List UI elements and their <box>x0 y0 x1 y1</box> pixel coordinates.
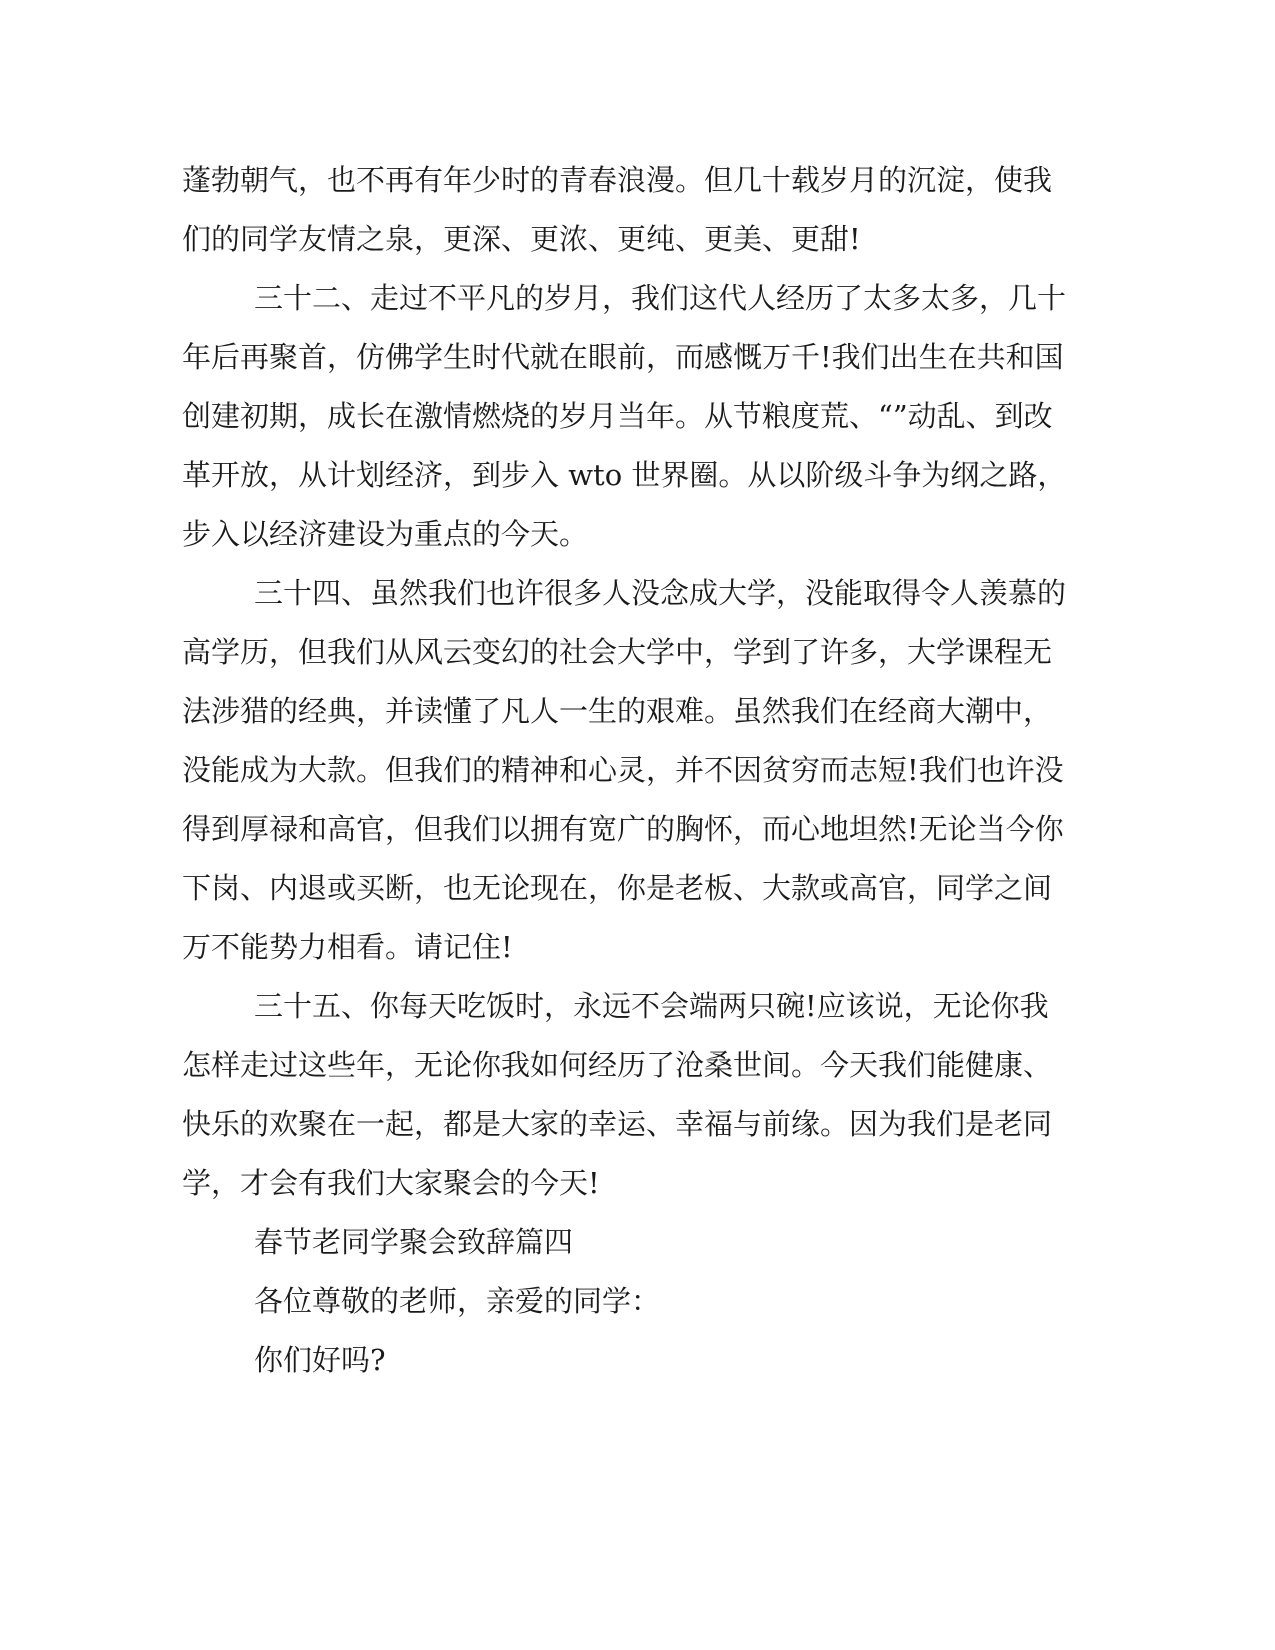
paragraph-line: 下岗、内退或买断，也无论现在，你是老板、大款或高官，同学之间 <box>182 871 1053 905</box>
paragraph-line: 步入以经济建设为重点的今天。 <box>182 517 589 551</box>
section-title: 春节老同学聚会致辞篇四 <box>254 1225 574 1259</box>
paragraph-line: 创建初期，成长在激情燃烧的岁月当年。从节粮度荒、“”动乱、到改 <box>182 399 1053 433</box>
paragraph-line: 怎样走过这些年，无论你我如何经历了沧桑世间。今天我们能健康、 <box>182 1048 1053 1082</box>
paragraph-line: 法涉猎的经典，并读懂了凡人一生的艰难。虽然我们在经商大潮中， <box>182 694 1053 728</box>
paragraph-line: 年后再聚首，仿佛学生时代就在眼前，而感慨万千!我们出生在共和国 <box>182 340 1064 374</box>
paragraph-line: 蓬勃朝气，也不再有年少时的青春浪漫。但几十载岁月的沉淀，使我 <box>182 163 1053 197</box>
paragraph-line: 三十五、你每天吃饭时，永远不会端两只碗!应该说，无论你我 <box>254 989 1049 1023</box>
paragraph-line: 三十二、走过不平凡的岁月，我们这代人经历了太多太多，几十 <box>254 281 1067 315</box>
paragraph-line: 学，才会有我们大家聚会的今天! <box>182 1166 600 1200</box>
salutation: 各位尊敬的老师，亲爱的同学： <box>254 1284 661 1318</box>
paragraph-line: 没能成为大款。但我们的精神和心灵，并不因贫穷而志短!我们也许没 <box>182 753 1064 787</box>
paragraph-line: 们的同学友情之泉，更深、更浓、更纯、更美、更甜! <box>182 222 861 256</box>
paragraph-line: 革开放，从计划经济，到步入 wto 世界圈。从以阶级斗争为纲之路， <box>182 458 1067 492</box>
paragraph-line: 快乐的欢聚在一起，都是大家的幸运、幸福与前缘。因为我们是老同 <box>182 1107 1053 1141</box>
paragraph-line: 三十四、虽然我们也许很多人没念成大学，没能取得令人羡慕的 <box>254 576 1067 610</box>
paragraph-line: 万不能势力相看。请记住! <box>182 930 513 964</box>
greeting: 你们好吗? <box>254 1343 386 1377</box>
paragraph-line: 高学历，但我们从风云变幻的社会大学中，学到了许多，大学课程无 <box>182 635 1053 669</box>
paragraph-line: 得到厚禄和高官，但我们以拥有宽广的胸怀，而心地坦然!无论当今你 <box>182 812 1064 846</box>
